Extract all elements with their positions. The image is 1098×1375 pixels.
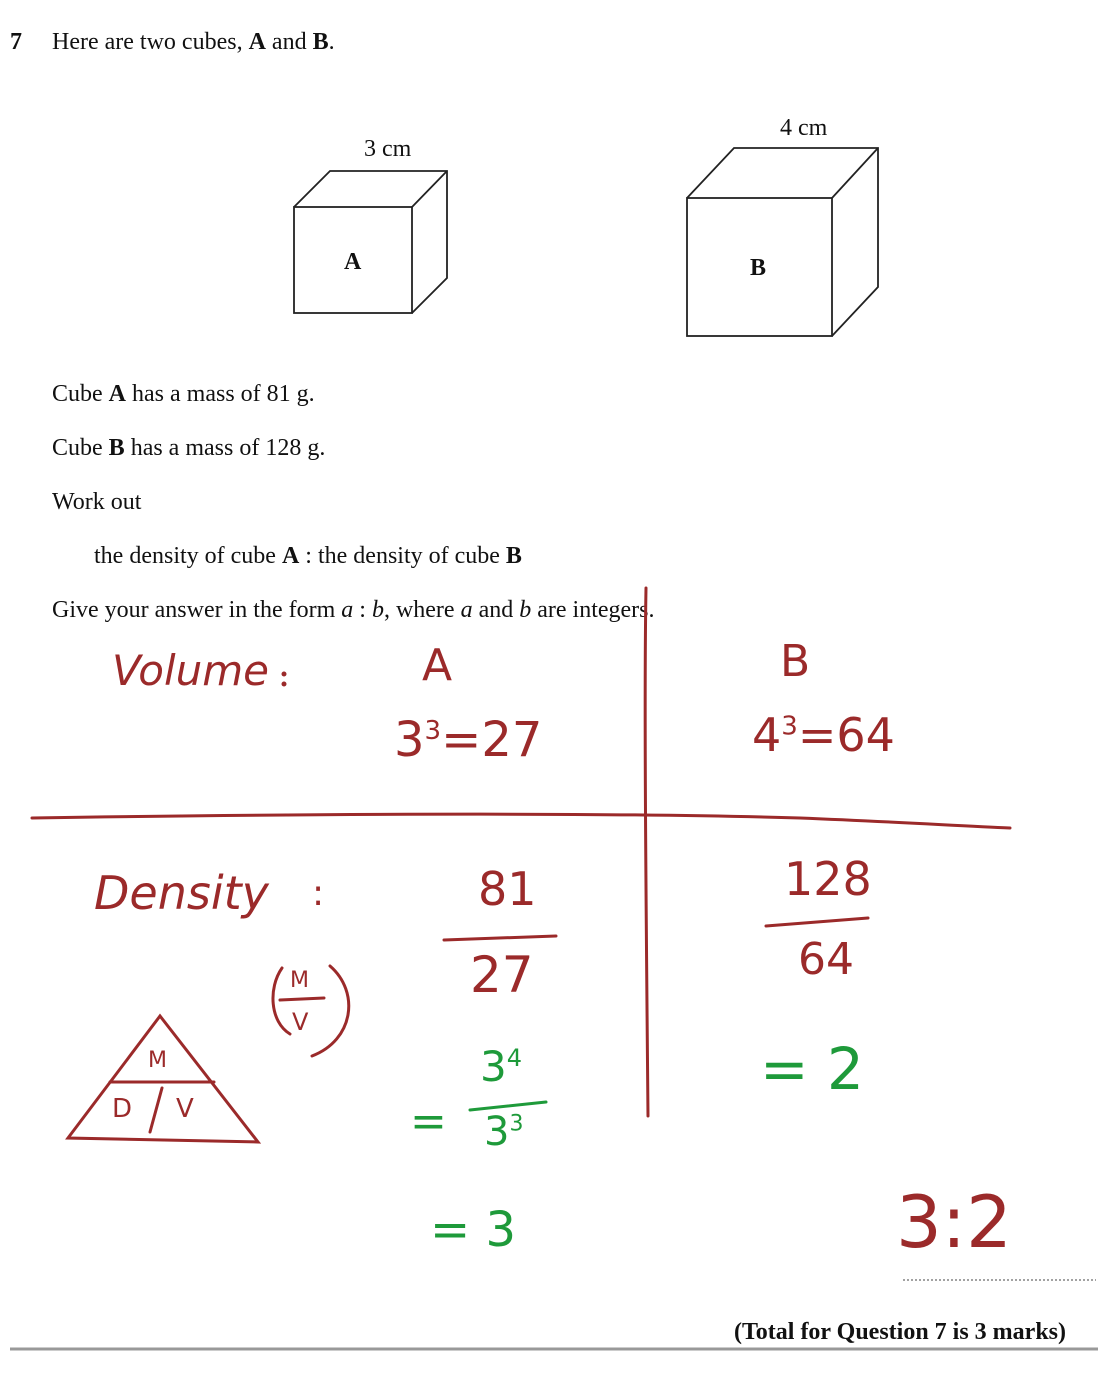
statement-a-prefix: Cube bbox=[52, 381, 103, 407]
intro-letter-a: A bbox=[248, 29, 266, 55]
form-var-a: a bbox=[341, 597, 354, 623]
intro-period: . bbox=[328, 29, 335, 55]
volume-a-exponent: 3 bbox=[424, 716, 442, 746]
column-b-heading: B bbox=[780, 636, 811, 687]
intro-text: Here are two cubes, bbox=[52, 29, 243, 55]
simplify-numerator-exponent: 4 bbox=[506, 1044, 523, 1072]
mv-fraction-bar bbox=[280, 998, 324, 1000]
intro-letter-b: B bbox=[312, 29, 329, 55]
handwritten-colon-dots bbox=[282, 672, 287, 687]
density-a-numerator: 81 bbox=[478, 862, 537, 916]
volume-colon-dot-bottom bbox=[282, 682, 287, 687]
total-marks: (Total for Question 7 is 3 marks) bbox=[733, 1319, 1066, 1345]
volume-label: Volume bbox=[112, 646, 270, 695]
simplify-denominator bbox=[484, 1109, 524, 1155]
fraction-bar-a bbox=[444, 936, 556, 940]
instruction-suffix: are integers. bbox=[537, 597, 655, 623]
form-var-a2: a bbox=[460, 597, 473, 623]
formula-triangle bbox=[68, 1016, 258, 1142]
instruction-prefix: Give your answer in the form bbox=[52, 597, 336, 623]
volume-a-calc bbox=[394, 712, 543, 768]
vertical-divider-line bbox=[645, 588, 648, 1116]
ratio-part2: the density of cube bbox=[317, 543, 500, 569]
result-b: = 2 bbox=[760, 1035, 864, 1103]
statement-a-suffix: has a mass of 81 g. bbox=[132, 381, 315, 407]
mv-v: V bbox=[292, 1008, 309, 1036]
statement-a-letter: A bbox=[108, 381, 127, 407]
form-var-b: b bbox=[371, 597, 384, 623]
mv-m: M bbox=[290, 968, 309, 993]
simplify-equals: = bbox=[410, 1096, 447, 1147]
triangle-m: M bbox=[148, 1048, 167, 1073]
volume-b-base: 4 bbox=[752, 708, 782, 762]
intro-and: and bbox=[271, 29, 307, 55]
cube-a-label: A bbox=[344, 249, 362, 275]
form-colon: : bbox=[359, 597, 366, 623]
density-colon: : bbox=[312, 873, 325, 914]
volume-a-result: =27 bbox=[441, 712, 543, 768]
density-a-denominator: 27 bbox=[470, 946, 534, 1004]
density-b-numerator: 128 bbox=[784, 852, 872, 906]
work-out-text: Work out bbox=[52, 489, 142, 515]
ratio-letter-a: A bbox=[281, 543, 300, 569]
statement-b-letter: B bbox=[108, 435, 125, 461]
volume-b-exponent: 3 bbox=[781, 711, 798, 742]
triangle-v: V bbox=[176, 1094, 194, 1124]
mv-right-paren bbox=[312, 966, 349, 1056]
ratio-part1: the density of cube bbox=[94, 543, 276, 569]
formula-triangle-divider bbox=[150, 1088, 162, 1132]
volume-colon-dot-top bbox=[282, 672, 287, 677]
result-a: = 3 bbox=[430, 1202, 517, 1258]
volume-b-result: =64 bbox=[797, 708, 895, 762]
cube-a-side-label: 3 cm bbox=[364, 136, 412, 162]
fraction-bar-b bbox=[766, 918, 868, 926]
instruction-and: and bbox=[478, 597, 514, 623]
ratio-colon: : bbox=[305, 543, 312, 569]
volume-b-calc bbox=[752, 708, 895, 762]
statement-b-prefix: Cube bbox=[52, 435, 103, 461]
density-b-denominator: 64 bbox=[798, 934, 854, 985]
simplify-numerator bbox=[480, 1042, 523, 1091]
simplify-numerator-base: 3 bbox=[480, 1042, 507, 1091]
simplify-denominator-exponent: 3 bbox=[509, 1111, 524, 1137]
instruction-mid: , where bbox=[383, 597, 455, 623]
cube-b-label: B bbox=[750, 255, 767, 281]
ratio-letter-b: B bbox=[505, 543, 522, 569]
statement-b-suffix: has a mass of 128 g. bbox=[130, 435, 326, 461]
triangle-d: D bbox=[112, 1094, 133, 1124]
simplify-denominator-base: 3 bbox=[484, 1109, 510, 1155]
column-a-heading: A bbox=[422, 640, 453, 691]
question-number: 7 bbox=[10, 29, 22, 55]
horizontal-divider-line bbox=[32, 814, 1010, 828]
density-label: Density bbox=[94, 866, 269, 920]
cube-b-side-label: 4 cm bbox=[780, 115, 828, 141]
form-var-b2: b bbox=[519, 597, 532, 623]
volume-a-base: 3 bbox=[394, 712, 425, 768]
final-answer: 3:2 bbox=[896, 1180, 1012, 1264]
